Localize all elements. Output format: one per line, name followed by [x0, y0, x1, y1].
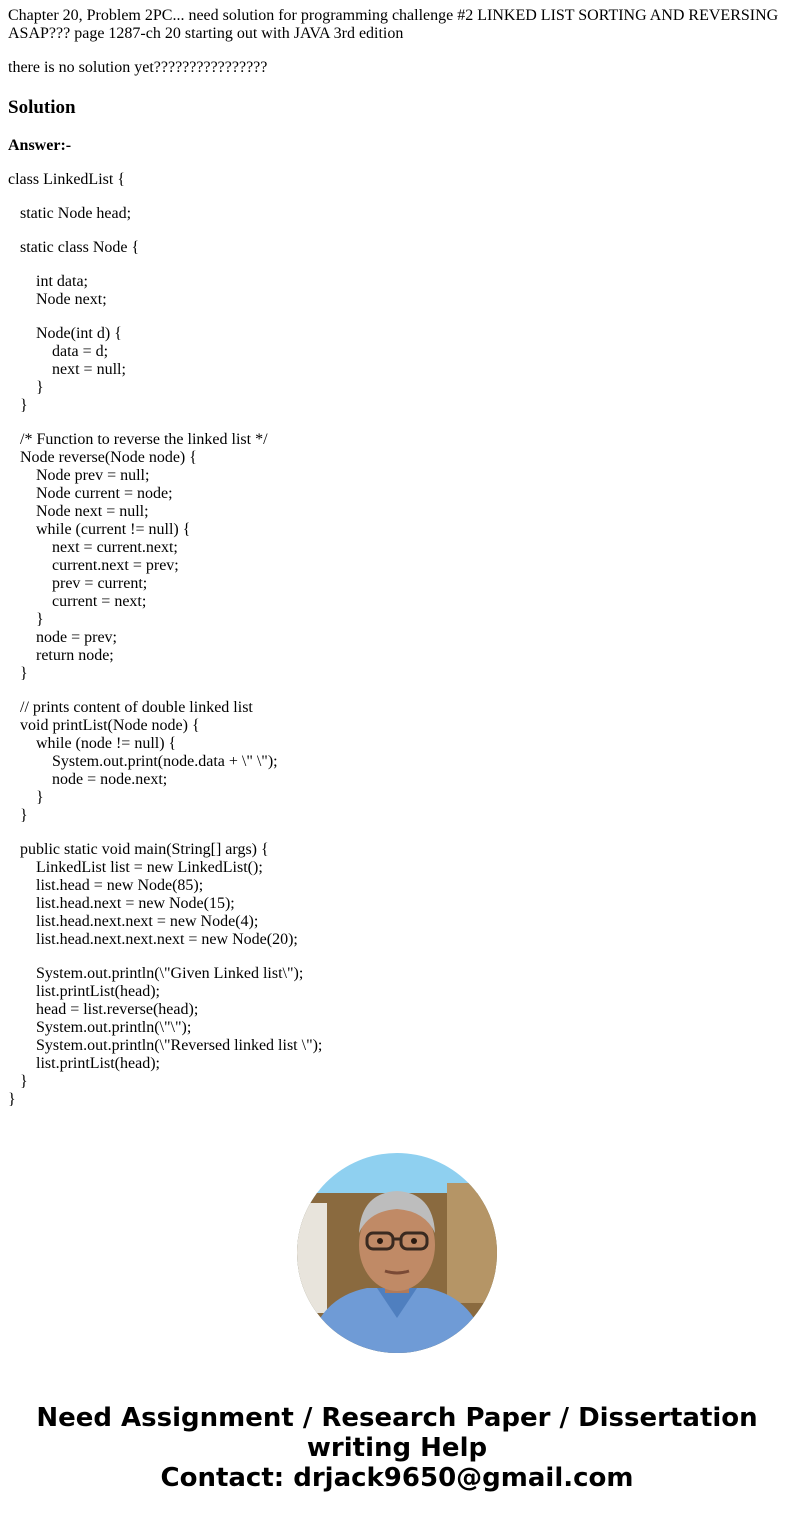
question-note: there is no solution yet????????????????: [8, 59, 268, 76]
code-line: }: [8, 789, 44, 806]
code-line: System.out.print(node.data + \" \");: [8, 753, 278, 770]
code-group: [8, 965, 786, 1109]
code-line: // prints content of double linked list: [8, 699, 253, 716]
code-line: System.out.println(\"\");: [8, 1019, 192, 1036]
code-line: Node reverse(Node node) {: [8, 449, 197, 466]
code-line: LinkedList list = new LinkedList();: [8, 859, 263, 876]
code-line: }: [8, 807, 28, 824]
code-group: [8, 171, 786, 189]
code-group: [8, 699, 786, 825]
banner-contact: Contact: drjack9650@gmail.com: [160, 1463, 634, 1493]
code-line: list.printList(head);: [8, 1055, 160, 1072]
code-line: }: [8, 397, 28, 414]
code-line: }: [8, 1073, 28, 1090]
answer-label: Answer:-: [8, 137, 72, 154]
code-group: [8, 239, 786, 257]
code-line: }: [8, 611, 44, 628]
code-line: /* Function to reverse the linked list */: [8, 431, 268, 448]
code-group: [8, 431, 786, 683]
banner-line-2: writing Help: [306, 1433, 488, 1463]
code-line: }: [8, 1091, 16, 1108]
code-line: System.out.println(\"Reversed linked list \");: [8, 1037, 323, 1054]
code-block: [8, 171, 786, 1109]
code-line: list.head.next = new Node(15);: [8, 895, 235, 912]
code-line: Node next;: [8, 291, 107, 308]
banner-line-1: Need Assignment / Research Paper / Dissertation: [36, 1403, 758, 1433]
code-line: list.head.next.next = new Node(4);: [8, 913, 259, 930]
code-group: [8, 205, 786, 223]
code-line: list.printList(head);: [8, 983, 160, 1000]
code-line: static Node head;: [8, 205, 132, 222]
author-portrait: [297, 1153, 497, 1353]
code-line: Node(int d) {: [8, 325, 122, 342]
code-line: node = prev;: [8, 629, 117, 646]
code-line: public static void main(String[] args) {: [8, 841, 269, 858]
code-line: node = node.next;: [8, 771, 168, 788]
code-line: next = null;: [8, 361, 126, 378]
code-line: void printList(Node node) {: [8, 717, 200, 734]
code-line: class LinkedList {: [8, 171, 125, 188]
code-line: System.out.println(\"Given Linked list\");: [8, 965, 304, 982]
code-group: [8, 325, 786, 415]
code-line: Node next = null;: [8, 503, 149, 520]
code-line: int data;: [8, 273, 88, 290]
code-line: static class Node {: [8, 239, 140, 256]
code-line: next = current.next;: [8, 539, 178, 556]
code-line: Node current = node;: [8, 485, 173, 502]
code-line: data = d;: [8, 343, 109, 360]
question-title: Chapter 20, Problem 2PC... need solution for programming challenge #2 LINKED LIST SORTING AND REVERSING ASAP??? page 1287-ch 20 starting out with JAVA 3rd edition: [8, 7, 779, 42]
code-line: }: [8, 379, 44, 396]
code-line: current.next = prev;: [8, 557, 179, 574]
code-line: current = next;: [8, 593, 147, 610]
code-line: while (current != null) {: [8, 521, 191, 538]
document-content: [8, 7, 786, 1125]
code-group: [8, 273, 786, 309]
solution-heading: Solution: [8, 97, 76, 118]
author-avatar: [297, 1153, 497, 1353]
code-line: list.head = new Node(85);: [8, 877, 204, 894]
code-line: Node prev = null;: [8, 467, 150, 484]
code-line: while (node != null) {: [8, 735, 177, 752]
code-line: prev = current;: [8, 575, 148, 592]
contact-banner: [0, 1403, 794, 1493]
code-line: list.head.next.next.next = new Node(20);: [8, 931, 298, 948]
code-line: return node;: [8, 647, 114, 664]
code-group: [8, 841, 786, 949]
code-line: }: [8, 665, 28, 682]
code-line: head = list.reverse(head);: [8, 1001, 199, 1018]
